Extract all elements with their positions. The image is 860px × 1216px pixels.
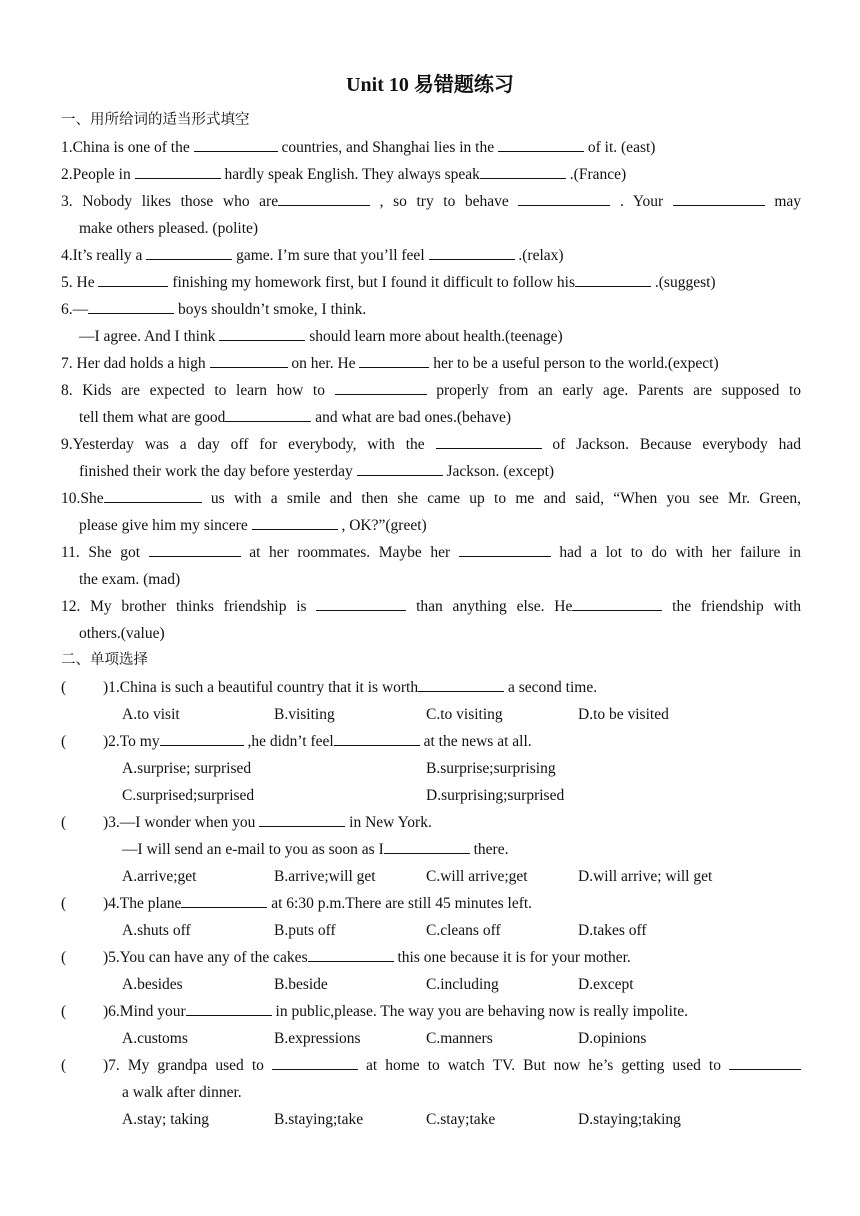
option-a[interactable]: A.customs [122,1030,188,1047]
option-b[interactable]: B.puts off [274,922,336,939]
answer-blank[interactable] [210,352,288,368]
exercise-line-q8: 8. Kids are expected to learn how to properly from an early age. Parents are supposed to [61,377,801,404]
answer-paren[interactable]: ( [61,814,67,831]
mc-question-7: ( )7. My grandpa used to at home to watch TV. But now he’s getting used to [61,1052,801,1079]
answer-blank[interactable] [316,595,406,611]
answer-blank [418,676,504,692]
option-d[interactable]: D.will arrive; will get [578,868,713,885]
exercise-line-q9: 9.Yesterday was a day off for everybody, with the of Jackson. Because everybody had [61,431,801,458]
answer-blank[interactable] [98,271,168,287]
option-b[interactable]: B.beside [274,976,328,993]
exercise-line-q1: 1.China is one of the countries, and Shanghai lies in the of it. (east) [61,134,801,161]
exercise-line-q4: 4.It’s really a game. I’m sure that you’ll feel .(relax) [61,242,801,269]
mc-question-1: ( )1.China is such a beautiful country that it is worth a second time. [61,674,801,701]
answer-blank[interactable] [88,298,174,314]
answer-paren[interactable]: ( [61,733,67,750]
mc-question-6: ( )6.Mind your in public,please. The way you are behaving now is really impolite. [61,998,801,1025]
answer-blank[interactable] [104,487,202,503]
answer-blank[interactable] [252,514,338,530]
mc-question-4: ( )4.The plane at 6:30 p.m.There are still 45 minutes left. [61,890,801,917]
exercise-line-q12-cont: others.(value) [79,625,165,642]
exercise-line-q2: 2.People in hardly speak English. They always speak .(France) [61,161,801,188]
option-a[interactable]: A.arrive;get [122,868,197,885]
exercise-line-q10: 10.She us with a smile and then she came up to me and said, “When you see Mr. Green, [61,485,801,512]
exercise-line-q6-reply: —I agree. And I think should learn more about health.(teenage) [79,323,819,350]
option-c[interactable]: C.manners [426,1030,493,1047]
mc-question-5: ( )5.You can have any of the cakes this one because it is for your mother. [61,944,801,971]
exercise-line-q9-cont: finished their work the day before yesterday Jackson. (except) [79,458,801,485]
exercise-line-q8-cont: tell them what are good and what are bad ones.(behave) [79,404,801,431]
exercise-line-q11-cont: the exam. (mad) [79,571,181,588]
exercise-line-q6: 6.— boys shouldn’t smoke, I think. [61,296,801,323]
exercise-line-q3: 3. Nobody likes those who are , so try to behave . Your may [61,188,801,215]
answer-blank[interactable] [225,406,311,422]
option-c[interactable]: C.stay;take [426,1111,496,1128]
option-d[interactable]: D.takes off [578,922,647,939]
option-b[interactable]: B.visiting [274,706,335,723]
option-c[interactable]: C.will arrive;get [426,868,528,885]
answer-paren[interactable]: ( [61,679,67,696]
answer-blank[interactable] [436,433,542,449]
option-c[interactable]: C.including [426,976,499,993]
answer-blank[interactable] [357,460,443,476]
option-b[interactable]: B.expressions [274,1030,361,1047]
answer-blank [308,946,394,962]
exercise-line-q3-cont: make others pleased. (polite) [79,220,259,237]
answer-paren[interactable]: ( [61,1003,67,1020]
option-a[interactable]: A.besides [122,976,183,993]
answer-blank[interactable] [135,163,221,179]
answer-blank[interactable] [194,136,278,152]
exercise-line-q11: 11. She got at her roommates. Maybe her had a lot to do with her failure in [61,539,801,566]
option-b[interactable]: B.staying;take [274,1111,364,1128]
answer-blank [259,811,345,827]
option-d[interactable]: D.staying;taking [578,1111,681,1128]
answer-blank [181,892,267,908]
answer-blank [160,730,244,746]
mc-question-3: ( )3.—I wonder when you in New York. [61,809,801,836]
option-c[interactable]: C.surprised;surprised [122,787,255,804]
option-d[interactable]: D.to be visited [578,706,669,723]
page-title: Unit 10 易错题练习 [346,74,514,96]
answer-blank[interactable] [149,541,241,557]
section-heading-multiple-choice: 二、单项选择 [61,652,148,668]
option-a[interactable]: A.surprise; surprised [122,760,252,777]
exercise-line-q10-cont: please give him my sincere , OK?”(greet) [79,512,801,539]
answer-blank[interactable] [572,595,662,611]
answer-blank [186,1000,272,1016]
answer-blank[interactable] [219,325,305,341]
mc-question-7-cont: a walk after dinner. [122,1084,242,1101]
mc-question-2: ( )2.To my ,he didn’t feel at the news at all. [61,728,801,755]
section-heading-fill-blanks: 一、用所给词的适当形式填空 [61,112,250,128]
answer-blank[interactable] [278,190,370,206]
option-b[interactable]: B.surprise;surprising [426,760,556,777]
answer-blank[interactable] [429,244,515,260]
option-d[interactable]: D.except [578,976,634,993]
option-a[interactable]: A.stay; taking [122,1111,209,1128]
answer-blank[interactable] [575,271,651,287]
answer-blank [334,730,420,746]
answer-blank [384,838,470,854]
option-d[interactable]: D.surprising;surprised [426,787,565,804]
exercise-line-q7: 7. Her dad holds a high on her. He her to be a useful person to the world.(expect) [61,350,801,377]
mc-question-3-reply: —I will send an e-mail to you as soon as I there. [122,836,508,863]
option-a[interactable]: A.to visit [122,706,180,723]
answer-paren[interactable]: ( [61,1057,67,1074]
answer-blank [272,1054,358,1070]
answer-paren[interactable]: ( [61,949,67,966]
answer-blank[interactable] [673,190,765,206]
answer-paren[interactable]: ( [61,895,67,912]
option-d[interactable]: D.opinions [578,1030,647,1047]
answer-blank[interactable] [359,352,429,368]
option-a[interactable]: A.shuts off [122,922,191,939]
option-b[interactable]: B.arrive;will get [274,868,376,885]
answer-blank[interactable] [146,244,232,260]
exercise-line-q12: 12. My brother thinks friendship is than anything else. He the friendship with [61,593,801,620]
answer-blank[interactable] [498,136,584,152]
answer-blank[interactable] [518,190,610,206]
answer-blank [729,1054,801,1070]
option-c[interactable]: C.cleans off [426,922,501,939]
answer-blank[interactable] [335,379,427,395]
exercise-line-q5: 5. He finishing my homework first, but I found it difficult to follow his .(suggest) [61,269,801,296]
answer-blank[interactable] [459,541,551,557]
answer-blank[interactable] [480,163,566,179]
option-c[interactable]: C.to visiting [426,706,503,723]
